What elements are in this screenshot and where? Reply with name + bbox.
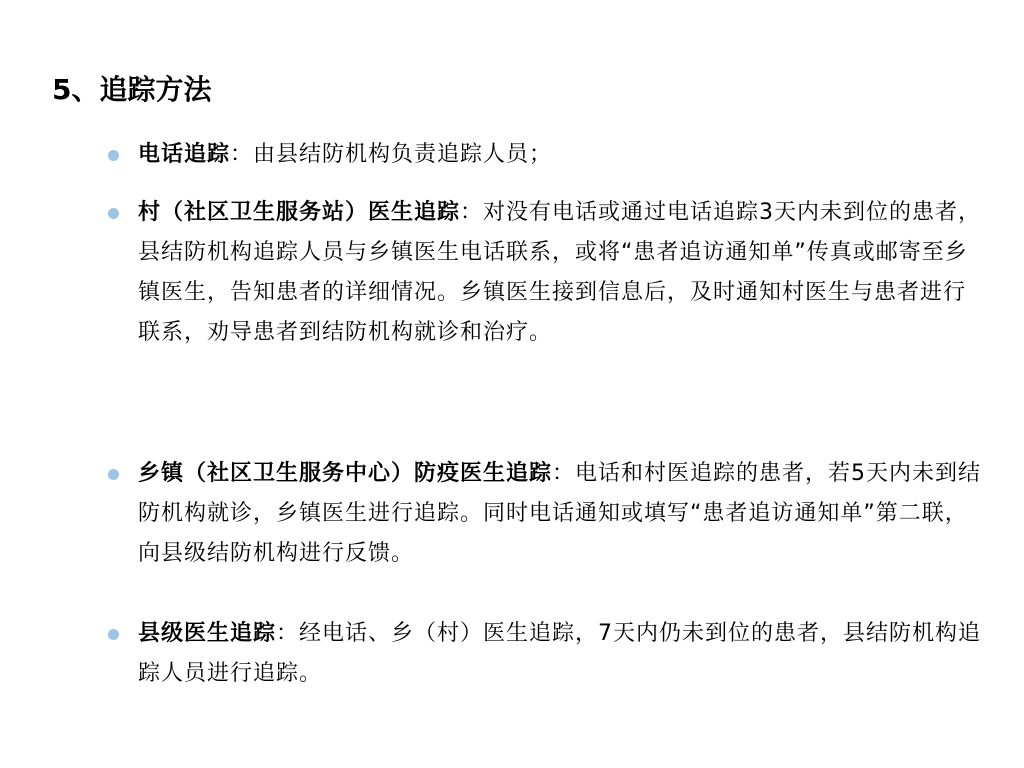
bullet-lead: 村（社区卫生服务站）医生追踪 bbox=[138, 200, 461, 225]
bullet-dot-icon bbox=[108, 208, 119, 219]
bullet-item-township-doctor-tracking bbox=[138, 454, 984, 574]
bullet-item-village-doctor-tracking bbox=[138, 193, 984, 353]
bullet-colon: ： bbox=[460, 200, 484, 225]
bullet-lead: 县级医生追踪 bbox=[138, 621, 277, 646]
bullet-lead: 乡镇（社区卫生服务中心）防疫医生追踪 bbox=[138, 461, 553, 486]
bullet-body: 对没有电话或通过电话追踪3天内未到位的患者，县结防机构追踪人员与乡镇医生电话联系，或将“患者追访通知单”传真或邮寄至乡镇医生，告知患者的详细情况。乡镇医生接到信息后，及时通知村医生与患者进行联系，劝导患者到结防机构就诊和治疗。 bbox=[138, 200, 982, 345]
bullet-dot-icon bbox=[108, 150, 119, 161]
bullet-body: 电话和村医追踪的患者，若5天内未到结防机构就诊，乡镇医生进行追踪。同时电话通知或填写“患者追访通知单”第二联，向县级结防机构进行反馈。 bbox=[138, 461, 982, 566]
bullet-item-phone-tracking bbox=[138, 135, 984, 175]
bullet-colon: ： bbox=[552, 461, 576, 486]
bullet-body: 经电话、乡（村）医生追踪，7天内仍未到位的患者，县结防机构追踪人员进行追踪。 bbox=[138, 621, 982, 686]
section-heading: 5、追踪方法 bbox=[52, 73, 212, 106]
bullet-lead: 电话追踪 bbox=[138, 142, 231, 167]
bullet-item-county-doctor-tracking bbox=[138, 614, 984, 694]
bullet-body: 由县结防机构负责追踪人员； bbox=[253, 142, 553, 167]
bullet-dot-icon bbox=[108, 469, 119, 480]
bullet-colon: ： bbox=[230, 142, 254, 167]
bullet-colon: ： bbox=[276, 621, 300, 646]
bullet-dot-icon bbox=[108, 629, 119, 640]
